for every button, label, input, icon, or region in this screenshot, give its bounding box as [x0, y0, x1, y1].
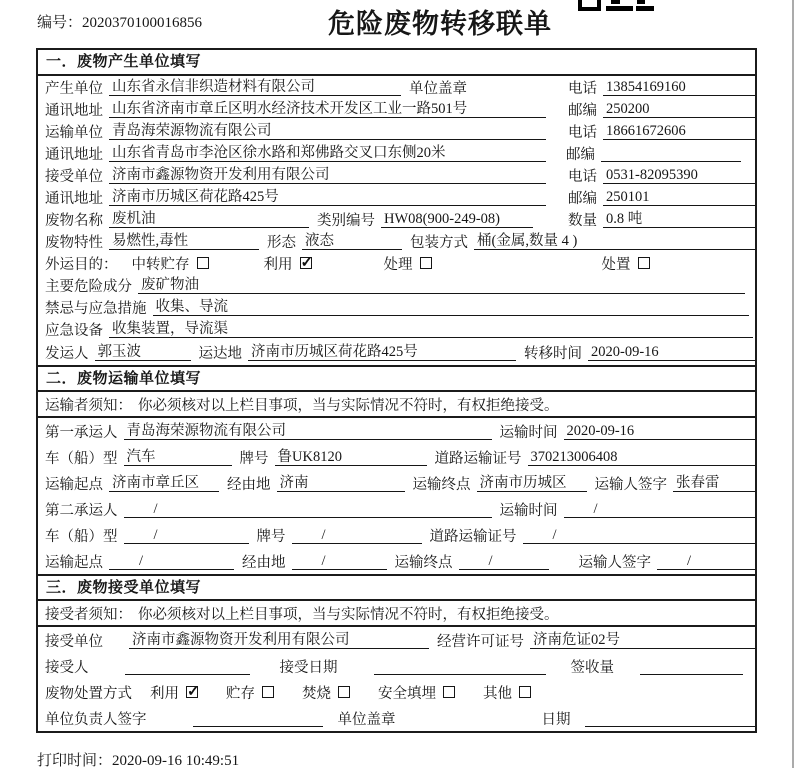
section-receiver	[38, 574, 755, 731]
receiver-value: 济南市鑫源物资开发利用有限公司	[109, 167, 546, 184]
page-title: 危险废物转移联单	[328, 9, 552, 39]
row-transporter	[38, 120, 755, 142]
date-value	[585, 710, 756, 727]
via-value: 济南	[277, 475, 405, 492]
row-receiving-person	[38, 653, 755, 679]
qr-module-block	[611, 0, 620, 4]
sign-quantity-value	[640, 658, 743, 675]
checkbox-icon	[197, 257, 209, 269]
equipment-label: 应急设备	[45, 322, 103, 339]
vehicle-type-label: 车（船）型	[45, 450, 118, 467]
row-route-2	[38, 548, 755, 574]
qty-value: 0.8 吨	[603, 211, 755, 228]
second-carrier-value: /	[124, 501, 492, 518]
receiving-person-label: 接受人	[45, 659, 89, 676]
producer-address-value: 山东省济南市章丘区明水经济技术开发区工业一路501号	[109, 101, 546, 118]
phone-label: 电话	[568, 124, 597, 141]
section-transporter	[38, 365, 755, 574]
row-route-1	[38, 470, 755, 496]
road-license-label: 道路运输证号	[429, 528, 517, 545]
row-producer	[38, 76, 755, 98]
checkbox-label: 贮存	[226, 685, 255, 702]
producer-value: 山东省永信非织造材料有限公司	[109, 79, 401, 96]
carrier-sign2-value: /	[657, 553, 755, 570]
checkbox-label: 中转贮存	[131, 256, 190, 273]
producer-label: 产生单位	[45, 80, 103, 97]
checkbox-label: 焚烧	[302, 685, 331, 702]
zip-label: 邮编	[568, 102, 597, 119]
taboo-value: 收集、导流	[153, 299, 750, 316]
purpose-label: 外运目的：	[45, 256, 118, 273]
package-label: 包装方式	[410, 234, 468, 251]
origin-label: 运输起点	[45, 554, 103, 571]
road-license-label: 道路运输证号	[434, 450, 522, 467]
carrier-sign-label: 运输人签字	[578, 554, 651, 571]
receiving-person-value	[125, 658, 250, 675]
phone-label: 电话	[568, 168, 597, 185]
checkbox-label: 其他	[483, 685, 512, 702]
transfer-time-value: 2020-09-16	[588, 344, 755, 361]
row-transporter-notice	[38, 392, 755, 418]
checkbox-icon	[300, 257, 312, 269]
receiver-zip-value: 250101	[603, 189, 755, 206]
receiving-unit-label: 接受单位	[45, 633, 103, 650]
equipment-value: 收集装置，导流渠	[109, 321, 753, 338]
row-receiver-notice	[38, 601, 755, 627]
notice-label: 接受者须知：	[45, 606, 132, 623]
serial-value: 2020370100016856	[82, 15, 203, 31]
purpose-option-utilize	[264, 253, 312, 274]
endpoint-label: 运输终点	[394, 554, 453, 571]
checkbox-label: 处置	[601, 256, 631, 273]
endpoint2-value: /	[459, 553, 549, 570]
section1-title: 一．废物产生单位填写	[38, 50, 755, 76]
transport-time2-value: /	[564, 501, 756, 518]
transfer-time-label: 转移时间	[524, 346, 582, 362]
checkbox-label: 利用	[150, 685, 179, 702]
row-taboo-measures	[38, 296, 755, 318]
permit-value: 济南危证02号	[530, 632, 755, 649]
serial-label: 编号：	[37, 15, 83, 31]
checkbox-icon	[638, 257, 650, 269]
carrier-sign-value: 张春雷	[673, 475, 755, 492]
purpose-option-transfer-storage	[132, 253, 209, 274]
address-label: 通讯地址	[45, 146, 103, 163]
row-receiver-address	[38, 186, 755, 208]
row-hazard-component	[38, 274, 755, 296]
address-label: 通讯地址	[45, 102, 103, 119]
origin2-value: /	[109, 553, 234, 570]
checkbox-icon	[443, 686, 455, 698]
qr-module-block	[636, 6, 654, 11]
plate-label: 牌号	[239, 450, 269, 467]
checkbox-icon	[519, 686, 531, 698]
transfer-form-table	[36, 48, 757, 733]
transport-time-label: 运输时间	[499, 424, 558, 441]
page-edge-divider	[792, 0, 794, 768]
row-shipper	[38, 340, 755, 365]
disposal-option-storage	[226, 682, 274, 703]
zip-label: 邮编	[566, 146, 595, 163]
shipper-label: 发运人	[45, 346, 89, 362]
chief-sign-value	[193, 710, 323, 727]
first-carrier-value: 青岛海荣源物流有限公司	[124, 423, 492, 440]
row-first-carrier	[38, 418, 755, 444]
checkbox-label: 利用	[263, 256, 293, 273]
zip-label: 邮编	[568, 190, 597, 207]
disposal-option-landfill	[378, 682, 455, 703]
plate-label: 牌号	[256, 528, 286, 545]
origin-value: 济南市章丘区	[109, 475, 219, 492]
disposal-option-incinerate	[302, 682, 350, 703]
purpose-option-treat	[384, 253, 432, 274]
origin-label: 运输起点	[45, 476, 103, 493]
receiving-unit-value: 济南市鑫源物资开发利用有限公司	[129, 632, 429, 649]
row-waste-trait	[38, 230, 755, 252]
road-license-value: 370213006408	[528, 449, 756, 466]
form-label: 形态	[267, 234, 296, 251]
trait-value: 易燃性,毒性	[109, 233, 259, 250]
purpose-option-dispose	[602, 253, 650, 274]
plate-value: 鲁UK8120	[275, 449, 427, 466]
row-vehicle-1	[38, 444, 755, 470]
section3-title: 三．废物接受单位填写	[38, 576, 755, 601]
package-value: 桶(金属,数量 4 )	[474, 233, 755, 250]
first-carrier-label: 第一承运人	[45, 424, 118, 441]
sign-quantity-label: 签收量	[570, 659, 614, 676]
vehicle-type-value: 汽车	[124, 449, 232, 466]
checkbox-icon	[262, 686, 274, 698]
transporter-address-value: 山东省青岛市李沧区徐水路和郑佛路交叉口东侧20米	[109, 145, 546, 162]
transport-time-label: 运输时间	[499, 502, 558, 519]
via-label: 经由地	[242, 554, 286, 571]
category-value: HW08(900-249-08)	[381, 211, 533, 228]
row-transfer-purpose	[38, 252, 755, 274]
row-transporter-address	[38, 142, 755, 164]
date-label: 日期	[541, 711, 571, 728]
receiver-address-value: 济南市历城区荷花路425号	[109, 189, 546, 206]
print-time-value: 2020-09-16 10:49:51	[112, 753, 240, 768]
transporter-phone-value: 18661672606	[603, 123, 755, 140]
transporter-zip-value	[601, 145, 741, 162]
receiver-label: 接受单位	[45, 168, 103, 185]
vehicle-type2-value: /	[124, 527, 249, 544]
plate2-value: /	[292, 527, 422, 544]
qr-finder-block	[578, 0, 601, 11]
checkbox-label: 处理	[383, 256, 413, 273]
second-carrier-label: 第二承运人	[45, 502, 118, 519]
checkbox-icon	[186, 686, 198, 698]
notice-text: 你必须核对以上栏目事项，当与实际情况不符时，有权拒绝接受。	[138, 397, 559, 414]
transporter-label: 运输单位	[45, 124, 103, 141]
row-producer-address	[38, 98, 755, 120]
transport-time-value: 2020-09-16	[564, 423, 756, 440]
permit-label: 经营许可证号	[437, 633, 524, 650]
hazard-label: 主要危险成分	[45, 278, 132, 295]
endpoint-label: 运输终点	[412, 476, 471, 493]
vehicle-type-label: 车（船）型	[45, 528, 118, 545]
row-receiving-unit	[38, 627, 755, 653]
disposal-label: 废物处置方式	[45, 685, 132, 702]
section-producer	[38, 50, 755, 365]
hazard-value: 废矿物油	[138, 277, 745, 294]
chief-sign-label: 单位负责人签字	[45, 711, 147, 728]
form-value: 液态	[302, 233, 402, 250]
print-time	[37, 749, 239, 768]
carrier-sign-label: 运输人签字	[594, 476, 667, 493]
serial-number	[37, 11, 202, 32]
row-chief-signature	[38, 705, 755, 731]
phone-label: 电话	[568, 80, 597, 97]
print-time-label: 打印时间：	[37, 753, 113, 768]
row-emergency-equipment	[38, 318, 755, 340]
seal-label: 单位盖章	[409, 80, 467, 97]
row-waste-name	[38, 208, 755, 230]
producer-phone-value: 13854169160	[603, 79, 755, 96]
section2-title: 二．废物运输单位填写	[38, 367, 755, 392]
address-label: 通讯地址	[45, 190, 103, 207]
receiver-phone-value: 0531-82095390	[603, 167, 755, 184]
trait-label: 废物特性	[45, 234, 103, 251]
endpoint-value: 济南市历城区	[477, 475, 587, 492]
checkbox-icon	[338, 686, 350, 698]
notice-text: 你必须核对以上栏目事项，当与实际情况不符时，有权拒绝接受。	[138, 606, 559, 623]
disposal-option-utilize	[150, 682, 198, 703]
qr-code-partial-icon	[578, 0, 654, 11]
qr-module-block	[637, 0, 645, 4]
row-second-carrier	[38, 496, 755, 522]
checkbox-icon	[420, 257, 432, 269]
row-vehicle-2	[38, 522, 755, 548]
category-label: 类别编号	[317, 212, 375, 229]
shipper-value: 郭玉波	[95, 344, 191, 361]
road-license2-value: /	[523, 527, 756, 544]
destination-label: 运达地	[198, 346, 242, 362]
via-label: 经由地	[227, 476, 271, 493]
qr-module-block	[606, 6, 633, 11]
waste-name-value: 废机油	[109, 211, 309, 228]
unit-seal-label: 单位盖章	[337, 711, 396, 728]
qty-label: 数量	[568, 212, 597, 229]
row-disposal-method	[38, 679, 755, 705]
waste-name-label: 废物名称	[45, 212, 103, 229]
producer-zip-value: 250200	[603, 101, 755, 118]
row-receiver	[38, 164, 755, 186]
notice-label: 运输者须知：	[45, 397, 132, 414]
receive-date-value	[374, 658, 546, 675]
destination-value: 济南市历城区荷花路425号	[248, 344, 516, 361]
disposal-option-other	[483, 682, 531, 703]
transporter-value: 青岛海荣源物流有限公司	[109, 123, 546, 140]
via2-value: /	[292, 553, 387, 570]
taboo-label: 禁忌与应急措施	[45, 300, 147, 317]
checkbox-label: 安全填埋	[378, 685, 436, 702]
receive-date-label: 接受日期	[279, 659, 338, 676]
